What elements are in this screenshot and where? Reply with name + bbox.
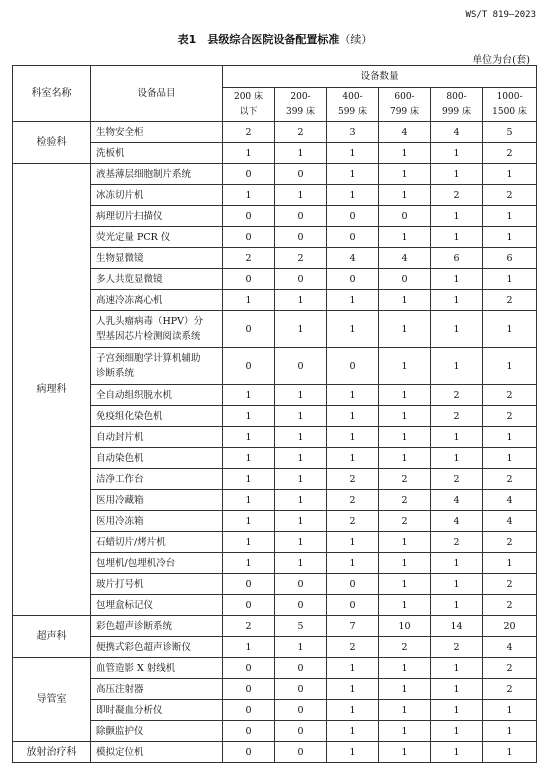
equipment-table xyxy=(12,65,537,763)
department-name: 病理科 xyxy=(13,164,91,616)
quantity-cell: 10 xyxy=(379,616,431,637)
equipment-item-line: 便携式彩色超声诊断仪 xyxy=(96,641,192,653)
quantity-cell: 1 xyxy=(431,574,483,595)
equipment-item xyxy=(91,348,223,385)
quantity-cell: 2 xyxy=(483,406,537,427)
quantity-cell: 1 xyxy=(379,227,431,248)
quantity-cell: 1 xyxy=(275,532,327,553)
quantity-cell: 1 xyxy=(431,269,483,290)
equipment-item xyxy=(91,553,223,574)
equipment-item xyxy=(91,721,223,742)
quantity-cell: 4 xyxy=(431,511,483,532)
quantity-cell: 1 xyxy=(327,532,379,553)
quantity-cell: 2 xyxy=(431,385,483,406)
quantity-cell: 2 xyxy=(483,385,537,406)
quantity-cell: 0 xyxy=(275,227,327,248)
quantity-cell: 0 xyxy=(275,721,327,742)
quantity-cell: 0 xyxy=(275,700,327,721)
quantity-cell: 1 xyxy=(223,490,275,511)
equipment-item-line: 荧光定量 PCR 仪 xyxy=(96,231,171,243)
quantity-cell: 1 xyxy=(431,290,483,311)
quantity-cell: 4 xyxy=(379,122,431,143)
quantity-cell: 2 xyxy=(223,122,275,143)
quantity-cell: 0 xyxy=(275,206,327,227)
table-body xyxy=(13,122,537,763)
equipment-item-line: 除颤监护仪 xyxy=(96,725,144,737)
quantity-cell: 1 xyxy=(223,385,275,406)
table-row xyxy=(13,248,537,269)
quantity-cell: 2 xyxy=(483,185,537,206)
quantity-cell: 1 xyxy=(275,637,327,658)
quantity-cell: 2 xyxy=(223,248,275,269)
quantity-cell: 2 xyxy=(431,532,483,553)
quantity-cell: 1 xyxy=(431,427,483,448)
table-row xyxy=(13,574,537,595)
header-bed-line: 200 床 xyxy=(233,91,264,102)
quantity-cell: 2 xyxy=(431,406,483,427)
table-row xyxy=(13,637,537,658)
quantity-cell: 0 xyxy=(275,574,327,595)
table-row xyxy=(13,122,537,143)
quantity-cell: 1 xyxy=(483,164,537,185)
quantity-cell: 1 xyxy=(223,511,275,532)
header-bed-range xyxy=(483,88,537,122)
table-row xyxy=(13,227,537,248)
equipment-item-line: 病理切片扫描仪 xyxy=(96,210,163,222)
quantity-cell: 0 xyxy=(275,595,327,616)
department-name: 放射治疗科 xyxy=(13,742,91,763)
quantity-cell: 4 xyxy=(431,122,483,143)
quantity-cell: 1 xyxy=(327,143,379,164)
quantity-cell: 2 xyxy=(327,637,379,658)
table-row xyxy=(13,448,537,469)
table-row xyxy=(13,206,537,227)
table-row xyxy=(13,700,537,721)
equipment-item xyxy=(91,490,223,511)
equipment-item xyxy=(91,206,223,227)
equipment-item-line: 模拟定位机 xyxy=(96,746,144,758)
equipment-item xyxy=(91,311,223,348)
equipment-item xyxy=(91,595,223,616)
quantity-cell: 0 xyxy=(275,164,327,185)
header-bed-range xyxy=(275,88,327,122)
quantity-cell: 1 xyxy=(327,311,379,348)
quantity-cell: 2 xyxy=(431,469,483,490)
quantity-cell: 0 xyxy=(223,595,275,616)
quantity-cell: 1 xyxy=(431,227,483,248)
quantity-cell: 1 xyxy=(379,574,431,595)
quantity-cell: 4 xyxy=(327,248,379,269)
department-name: 导管室 xyxy=(13,658,91,742)
quantity-cell: 2 xyxy=(483,595,537,616)
quantity-cell: 0 xyxy=(379,206,431,227)
quantity-cell: 1 xyxy=(223,469,275,490)
equipment-item xyxy=(91,700,223,721)
equipment-item xyxy=(91,574,223,595)
quantity-cell: 4 xyxy=(483,490,537,511)
equipment-item xyxy=(91,679,223,700)
quantity-cell: 14 xyxy=(431,616,483,637)
quantity-cell: 1 xyxy=(327,700,379,721)
quantity-cell: 1 xyxy=(327,658,379,679)
quantity-cell: 1 xyxy=(379,385,431,406)
table-row xyxy=(13,290,537,311)
header-bed-line: 200- xyxy=(290,91,311,102)
quantity-cell: 1 xyxy=(379,290,431,311)
quantity-cell: 1 xyxy=(223,427,275,448)
quantity-cell: 0 xyxy=(379,269,431,290)
equipment-item xyxy=(91,385,223,406)
quantity-cell: 1 xyxy=(431,348,483,385)
equipment-item-line: 型基因芯片检测阅读系统 xyxy=(96,331,201,342)
equipment-item xyxy=(91,185,223,206)
quantity-cell: 1 xyxy=(223,637,275,658)
quantity-cell: 1 xyxy=(483,269,537,290)
quantity-cell: 2 xyxy=(379,511,431,532)
quantity-cell: 0 xyxy=(223,311,275,348)
equipment-item-line: 医用冷冻箱 xyxy=(96,515,144,527)
quantity-cell: 7 xyxy=(327,616,379,637)
quantity-cell: 2 xyxy=(483,658,537,679)
equipment-item xyxy=(91,406,223,427)
quantity-cell: 1 xyxy=(483,348,537,385)
table-header xyxy=(13,66,537,122)
quantity-cell: 2 xyxy=(483,290,537,311)
table-row xyxy=(13,311,537,348)
quantity-cell: 0 xyxy=(223,227,275,248)
equipment-item-line: 全自动组织脱水机 xyxy=(96,389,173,401)
equipment-item xyxy=(91,227,223,248)
quantity-cell: 0 xyxy=(223,658,275,679)
quantity-cell: 0 xyxy=(327,206,379,227)
quantity-cell: 20 xyxy=(483,616,537,637)
header-bed-line: 以下 xyxy=(239,106,258,117)
quantity-cell: 0 xyxy=(223,700,275,721)
equipment-item-line: 血管造影 X 射线机 xyxy=(96,662,176,674)
header-bed-line: 799 床 xyxy=(389,106,420,117)
quantity-cell: 1 xyxy=(327,385,379,406)
quantity-cell: 2 xyxy=(223,616,275,637)
equipment-item xyxy=(91,469,223,490)
equipment-item-line: 高压注射器 xyxy=(96,683,144,695)
equipment-item-line: 自动染色机 xyxy=(96,452,144,464)
equipment-item-line: 包埋盒标记仪 xyxy=(96,599,154,611)
unit-note: 单位为台(套) xyxy=(472,55,530,66)
equipment-item-line: 自动封片机 xyxy=(96,431,144,443)
header-bed-line: 599 床 xyxy=(337,106,368,117)
header-bed-range xyxy=(379,88,431,122)
quantity-cell: 1 xyxy=(379,658,431,679)
quantity-cell: 1 xyxy=(327,721,379,742)
equipment-item-line: 即时凝血分析仪 xyxy=(96,704,163,716)
header-bed-line: 1000- xyxy=(496,91,523,102)
equipment-item-line: 免疫组化染色机 xyxy=(96,410,163,422)
quantity-cell: 2 xyxy=(275,248,327,269)
quantity-cell: 2 xyxy=(483,143,537,164)
quantity-cell: 1 xyxy=(327,679,379,700)
table-row xyxy=(13,427,537,448)
quantity-cell: 1 xyxy=(379,700,431,721)
quantity-cell: 4 xyxy=(483,511,537,532)
equipment-item-line: 高速冷冻离心机 xyxy=(96,294,163,306)
quantity-cell: 1 xyxy=(431,448,483,469)
equipment-item-line: 冰冻切片机 xyxy=(96,189,144,201)
quantity-cell: 6 xyxy=(483,248,537,269)
table-row xyxy=(13,721,537,742)
quantity-cell: 2 xyxy=(431,185,483,206)
quantity-cell: 1 xyxy=(431,700,483,721)
equipment-item-line: 生物显微镜 xyxy=(96,252,144,264)
quantity-cell: 1 xyxy=(483,448,537,469)
quantity-cell: 1 xyxy=(431,721,483,742)
quantity-cell: 1 xyxy=(275,185,327,206)
table-row xyxy=(13,616,537,637)
quantity-cell: 1 xyxy=(483,427,537,448)
equipment-item-line: 医用冷藏箱 xyxy=(96,494,144,506)
quantity-cell: 1 xyxy=(379,143,431,164)
header-bed-line: 800- xyxy=(446,91,467,102)
equipment-item xyxy=(91,742,223,763)
quantity-cell: 0 xyxy=(223,574,275,595)
header-bed-range xyxy=(223,88,275,122)
quantity-cell: 2 xyxy=(379,490,431,511)
quantity-cell: 1 xyxy=(483,227,537,248)
header-bed-line: 399 床 xyxy=(285,106,316,117)
quantity-cell: 0 xyxy=(223,206,275,227)
quantity-cell: 1 xyxy=(431,742,483,763)
header-bed-line: 600- xyxy=(394,91,415,102)
table-row xyxy=(13,658,537,679)
quantity-cell: 1 xyxy=(431,206,483,227)
quantity-cell: 5 xyxy=(275,616,327,637)
equipment-item xyxy=(91,532,223,553)
quantity-cell: 0 xyxy=(275,348,327,385)
equipment-item-line: 子宫颈细胞学计算机辅助 xyxy=(96,353,201,364)
quantity-cell: 1 xyxy=(483,311,537,348)
quantity-cell: 1 xyxy=(483,553,537,574)
quantity-cell: 1 xyxy=(379,595,431,616)
quantity-cell: 1 xyxy=(275,448,327,469)
quantity-cell: 6 xyxy=(431,248,483,269)
equipment-item xyxy=(91,248,223,269)
quantity-cell: 1 xyxy=(223,185,275,206)
header-bed-range xyxy=(327,88,379,122)
equipment-item-line: 诊断系统 xyxy=(96,368,135,379)
quantity-cell: 1 xyxy=(431,143,483,164)
equipment-item xyxy=(91,122,223,143)
equipment-item xyxy=(91,269,223,290)
table-title-text: 表1 县级综合医院设备配置标准 xyxy=(177,33,340,46)
equipment-item-line: 包埋机/包埋机冷台 xyxy=(96,557,176,569)
quantity-cell: 1 xyxy=(431,595,483,616)
department-name: 检验科 xyxy=(13,122,91,164)
quantity-cell: 0 xyxy=(223,164,275,185)
quantity-cell: 1 xyxy=(223,448,275,469)
quantity-cell: 2 xyxy=(431,637,483,658)
quantity-cell: 2 xyxy=(327,511,379,532)
quantity-cell: 2 xyxy=(483,574,537,595)
equipment-item-line: 液基薄层细胞制片系统 xyxy=(96,168,192,180)
quantity-cell: 2 xyxy=(379,469,431,490)
equipment-item-line: 生物安全柜 xyxy=(96,126,144,138)
quantity-cell: 1 xyxy=(275,469,327,490)
quantity-cell: 1 xyxy=(275,553,327,574)
department-name: 超声科 xyxy=(13,616,91,658)
equipment-item-line: 多人共览显微镜 xyxy=(96,273,163,285)
quantity-cell: 1 xyxy=(275,490,327,511)
equipment-item-line: 洗板机 xyxy=(96,147,125,159)
header-bed-line: 1500 床 xyxy=(492,106,527,117)
header-item: 设备品目 xyxy=(91,66,223,122)
equipment-item xyxy=(91,658,223,679)
header-bed-range xyxy=(431,88,483,122)
quantity-cell: 1 xyxy=(275,311,327,348)
table-row xyxy=(13,185,537,206)
table-row xyxy=(13,164,537,185)
quantity-cell: 2 xyxy=(483,532,537,553)
quantity-cell: 1 xyxy=(379,448,431,469)
quantity-cell: 1 xyxy=(327,448,379,469)
quantity-cell: 0 xyxy=(223,679,275,700)
quantity-cell: 3 xyxy=(327,122,379,143)
header-dept: 科室名称 xyxy=(13,66,91,122)
equipment-item xyxy=(91,448,223,469)
quantity-cell: 4 xyxy=(379,248,431,269)
quantity-cell: 2 xyxy=(327,490,379,511)
quantity-cell: 0 xyxy=(275,658,327,679)
table-row xyxy=(13,553,537,574)
quantity-cell: 0 xyxy=(275,269,327,290)
quantity-cell: 5 xyxy=(483,122,537,143)
quantity-cell: 1 xyxy=(379,553,431,574)
equipment-item xyxy=(91,290,223,311)
equipment-item xyxy=(91,164,223,185)
quantity-cell: 2 xyxy=(483,679,537,700)
quantity-cell: 1 xyxy=(275,290,327,311)
quantity-cell: 4 xyxy=(431,490,483,511)
quantity-cell: 1 xyxy=(275,406,327,427)
quantity-cell: 1 xyxy=(275,385,327,406)
table-row xyxy=(13,385,537,406)
quantity-cell: 1 xyxy=(223,406,275,427)
equipment-item-line: 石蜡切片/烤片机 xyxy=(96,536,166,548)
quantity-cell: 1 xyxy=(379,532,431,553)
quantity-cell: 1 xyxy=(483,721,537,742)
table-row xyxy=(13,595,537,616)
table-row xyxy=(13,532,537,553)
equipment-item xyxy=(91,427,223,448)
quantity-cell: 2 xyxy=(327,469,379,490)
table-row xyxy=(13,269,537,290)
quantity-cell: 1 xyxy=(275,143,327,164)
table-title xyxy=(0,31,550,47)
quantity-cell: 1 xyxy=(431,311,483,348)
equipment-item xyxy=(91,511,223,532)
quantity-cell: 0 xyxy=(223,721,275,742)
quantity-cell: 1 xyxy=(223,143,275,164)
table-row xyxy=(13,742,537,763)
table-row xyxy=(13,143,537,164)
equipment-item-line: 玻片打号机 xyxy=(96,578,144,590)
equipment-item xyxy=(91,616,223,637)
quantity-cell: 1 xyxy=(379,679,431,700)
quantity-cell: 1 xyxy=(483,742,537,763)
quantity-cell: 0 xyxy=(223,348,275,385)
quantity-cell: 0 xyxy=(223,269,275,290)
standard-code: WS/T 819—2023 xyxy=(465,10,536,20)
quantity-cell: 1 xyxy=(431,553,483,574)
quantity-cell: 1 xyxy=(431,658,483,679)
equipment-item xyxy=(91,143,223,164)
quantity-cell: 0 xyxy=(327,574,379,595)
quantity-cell: 1 xyxy=(379,721,431,742)
equipment-item-line: 人乳头瘤病毒（HPV）分 xyxy=(96,316,204,327)
quantity-cell: 0 xyxy=(327,348,379,385)
quantity-cell: 1 xyxy=(327,185,379,206)
quantity-cell: 1 xyxy=(327,742,379,763)
table-row xyxy=(13,511,537,532)
quantity-cell: 1 xyxy=(379,406,431,427)
quantity-cell: 1 xyxy=(431,164,483,185)
quantity-cell: 1 xyxy=(483,206,537,227)
quantity-cell: 0 xyxy=(327,595,379,616)
table-row xyxy=(13,679,537,700)
quantity-cell: 0 xyxy=(327,227,379,248)
table-title-continued: （续） xyxy=(339,33,373,46)
equipment-item xyxy=(91,637,223,658)
quantity-cell: 1 xyxy=(379,164,431,185)
quantity-cell: 1 xyxy=(327,164,379,185)
table-row xyxy=(13,490,537,511)
quantity-cell: 1 xyxy=(327,553,379,574)
quantity-cell: 0 xyxy=(275,679,327,700)
header-bed-line: 400- xyxy=(342,91,363,102)
quantity-cell: 1 xyxy=(379,311,431,348)
quantity-cell: 2 xyxy=(483,469,537,490)
quantity-cell: 1 xyxy=(223,553,275,574)
quantity-cell: 1 xyxy=(275,427,327,448)
quantity-cell: 0 xyxy=(223,742,275,763)
quantity-cell: 0 xyxy=(275,742,327,763)
quantity-cell: 1 xyxy=(379,185,431,206)
quantity-cell: 1 xyxy=(327,427,379,448)
quantity-cell: 1 xyxy=(327,290,379,311)
quantity-cell: 1 xyxy=(223,290,275,311)
equipment-item-line: 洁净工作台 xyxy=(96,473,144,485)
table-row xyxy=(13,469,537,490)
header-bed-line: 999 床 xyxy=(441,106,472,117)
quantity-cell: 0 xyxy=(327,269,379,290)
quantity-cell: 2 xyxy=(379,637,431,658)
table-row xyxy=(13,406,537,427)
quantity-cell: 1 xyxy=(327,406,379,427)
quantity-cell: 2 xyxy=(275,122,327,143)
equipment-item-line: 彩色超声诊断系统 xyxy=(96,620,173,632)
quantity-cell: 1 xyxy=(431,679,483,700)
quantity-cell: 1 xyxy=(483,700,537,721)
quantity-cell: 4 xyxy=(483,637,537,658)
quantity-cell: 1 xyxy=(275,511,327,532)
quantity-cell: 1 xyxy=(379,348,431,385)
header-quantity-group: 设备数量 xyxy=(223,66,537,88)
quantity-cell: 1 xyxy=(379,742,431,763)
quantity-cell: 1 xyxy=(379,427,431,448)
table-row xyxy=(13,348,537,385)
quantity-cell: 1 xyxy=(223,532,275,553)
